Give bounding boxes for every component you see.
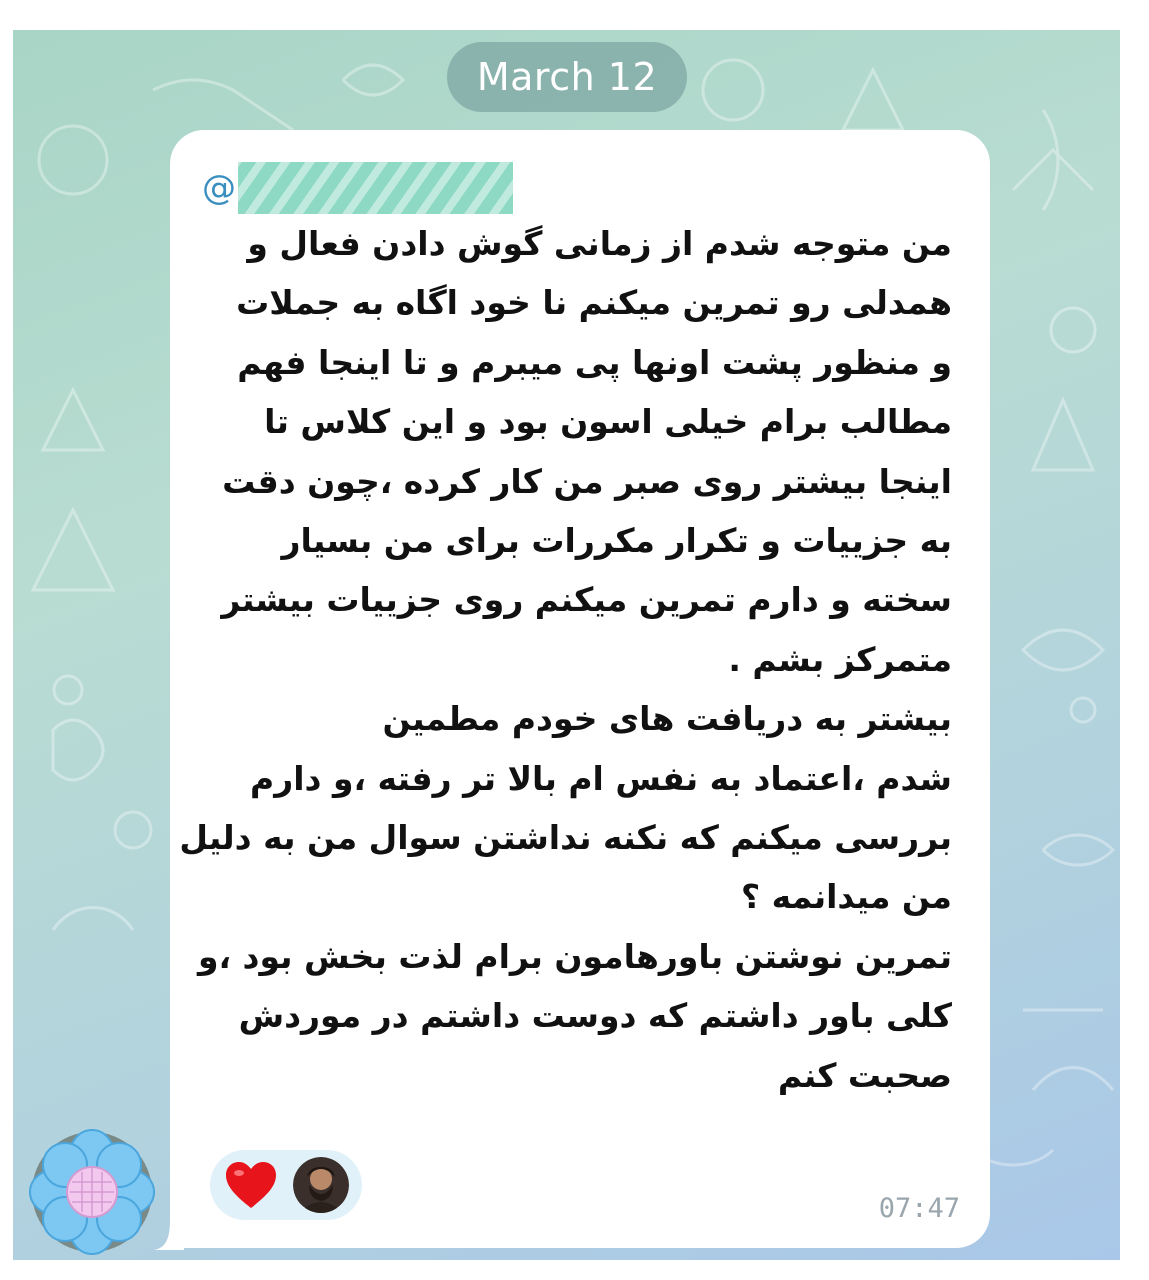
message-line: شدم ،اعتماد به نفس ام بالا تر رفته ،و دارم [250,758,952,798]
message-line: اینجا بیشتر روی صبر من کار کرده ،چون دقت [222,461,952,501]
message-line: به جزییات و تکرار مکررات برای من بسیار [281,521,952,561]
message-line: کلی باور داشتم که دوست داشتم در موردش [238,996,952,1036]
message-line: صحبت کنم [777,1055,952,1095]
reaction-chip[interactable] [210,1150,362,1220]
message-line: من میدانمه ؟ [740,877,952,917]
message-line: من متوجه شدم از زمانی گوش دادن فعال و [247,224,952,263]
mention[interactable] [202,160,513,215]
redacted-username [238,162,513,214]
reactor-avatar [293,1157,349,1213]
message-time: 07:47 [878,1193,960,1224]
message-line: و منظور پشت اونها پی میبرم و تا اینجا فهم [237,342,952,382]
message-line: بررسی میکنم که نکنه نداشتن سوال من به دلیل [179,818,952,858]
message-line: تمرین نوشتن باورهامون برام لذت بخش بود ،و [197,936,952,976]
sender-avatar[interactable] [28,1128,156,1256]
mention-prefix: @ [202,167,236,208]
message-line: همدلی رو تمرین میکنم نا خود اگاه به جملات [236,283,952,323]
bubble-tail [154,1220,184,1250]
message-text [179,214,952,1105]
heart-icon [223,1159,279,1211]
date-separator: March 12 [447,42,687,112]
message-line: سخته و دارم تمرین میکنم روی جزییات بیشتر [221,580,952,620]
message-line: بیشتر به دریافت های خودم مطمین [382,699,952,739]
message-line: مطالب برام خیلی اسون بود و این کلاس تا [264,402,952,442]
chat-background [13,30,1120,1260]
message-bubble[interactable] [170,130,990,1248]
message-line: متمرکز بشم . [728,639,952,679]
